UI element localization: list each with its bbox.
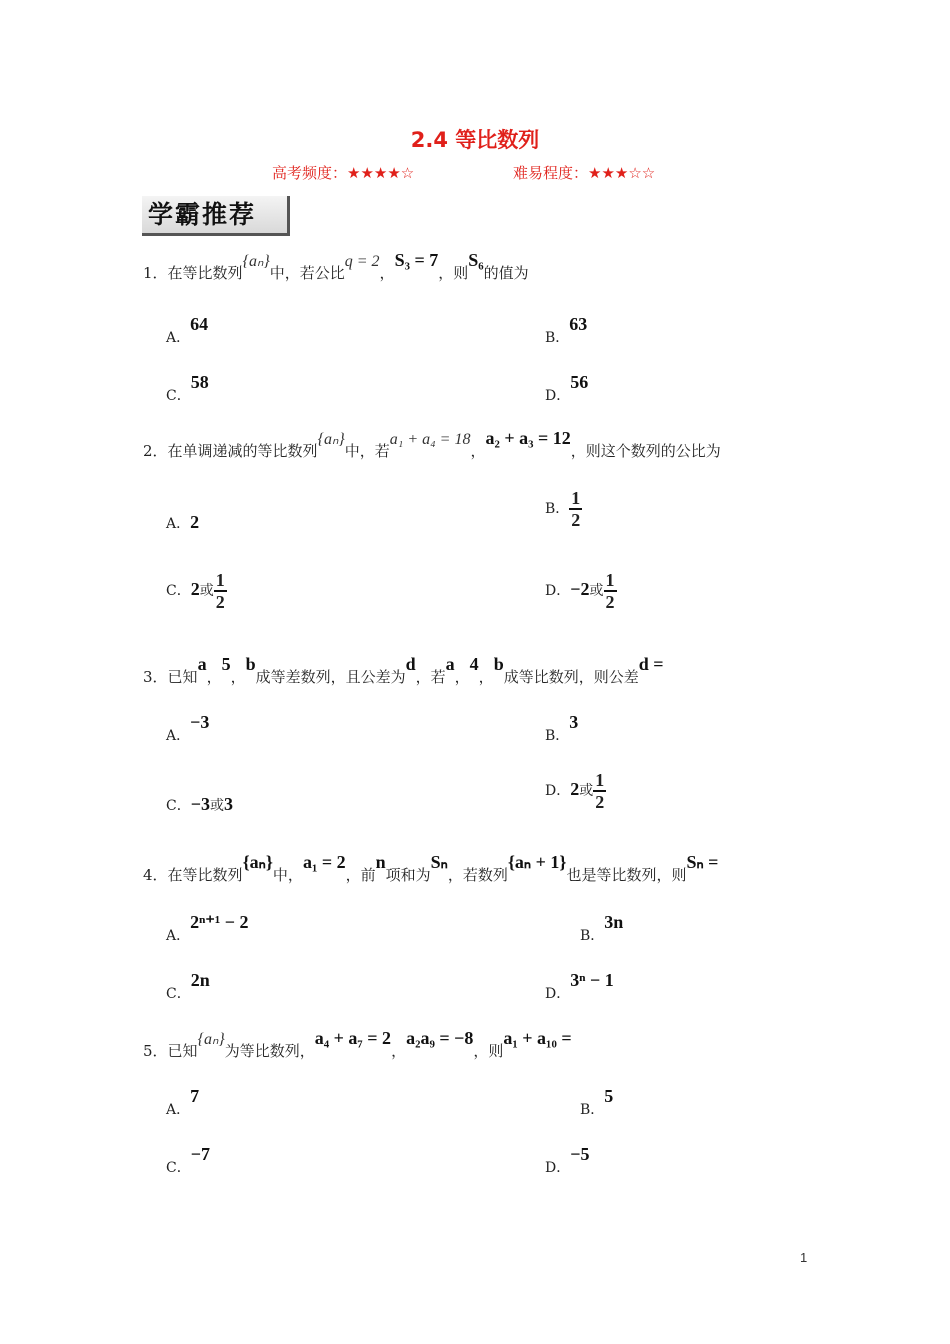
- q1-option-c: C．58: [166, 372, 209, 404]
- q5-option-a: A．7: [166, 1086, 200, 1118]
- exam-frequency: 高考频度：★★★★☆: [272, 164, 415, 182]
- q3-option-d: D．2或 $\frac{1}{2}$: [545, 770, 605, 812]
- q4-option-c: C．2n: [166, 970, 210, 1002]
- q3-option-a: A．−3: [166, 712, 210, 744]
- q2-option-d: D．−2或 $\frac{1}{2}$: [545, 570, 615, 612]
- q2-option-b: B． $\frac{1}{2}$: [545, 488, 581, 530]
- page-title: 2.4 等比数列: [410, 128, 540, 152]
- q2-option-a: A．2: [166, 512, 200, 532]
- q3-option-b: B．3: [545, 712, 579, 744]
- question-4: 4．在等比数列{aₙ}中，a₁ = 2，前n项和为Sₙ，若数列{aₙ + 1}也是等比数列，则Sₙ =: [143, 852, 719, 884]
- question-3: 3．已知a，5，b成等差数列，且公差为d，若a，4，b成等比数列，则公差d =: [143, 654, 664, 686]
- q5-option-c: C．−7: [166, 1144, 210, 1176]
- q4-option-b: B．3n: [580, 912, 624, 944]
- q5-option-b: B．5: [580, 1086, 614, 1118]
- question-2: 2．在单调递减的等比数列{aₙ}中，若a₁ + a₄ = 18，a₂ + a₃ = 12，则这个数列的公比为: [143, 428, 721, 460]
- difficulty-level: 难易程度：★★★☆☆: [513, 164, 656, 182]
- q3-option-c: C．−3或3: [166, 794, 233, 814]
- q2-option-c: C．2或 $\frac{1}{2}$: [166, 570, 225, 612]
- question-5: 5．已知{aₙ}为等比数列，a₄ + a₇ = 2，a₂a₉ = −8，则a₁ + a₁₀ =: [143, 1028, 572, 1060]
- fraction: $\frac{1}{2}$: [571, 488, 581, 530]
- q5-option-d: D．−5: [545, 1144, 590, 1176]
- page-number: 1: [800, 1250, 808, 1265]
- q4-option-d: D．3ⁿ − 1: [545, 970, 614, 1002]
- q1-option-a: A．64: [166, 314, 209, 346]
- fraction: $\frac{1}{2}$: [215, 570, 225, 612]
- q1-option-b: B．63: [545, 314, 588, 346]
- question-1: 1．在等比数列{aₙ}中，若公比q = 2，S₃ = 7，则S₆的值为: [143, 250, 529, 282]
- q1-option-d: D．56: [545, 372, 589, 404]
- section-banner: 学霸推荐: [142, 196, 290, 236]
- fraction: $\frac{1}{2}$: [605, 570, 615, 612]
- fraction: $\frac{1}{2}$: [595, 770, 605, 812]
- q4-option-a: A．2ⁿ⁺¹ − 2: [166, 912, 249, 944]
